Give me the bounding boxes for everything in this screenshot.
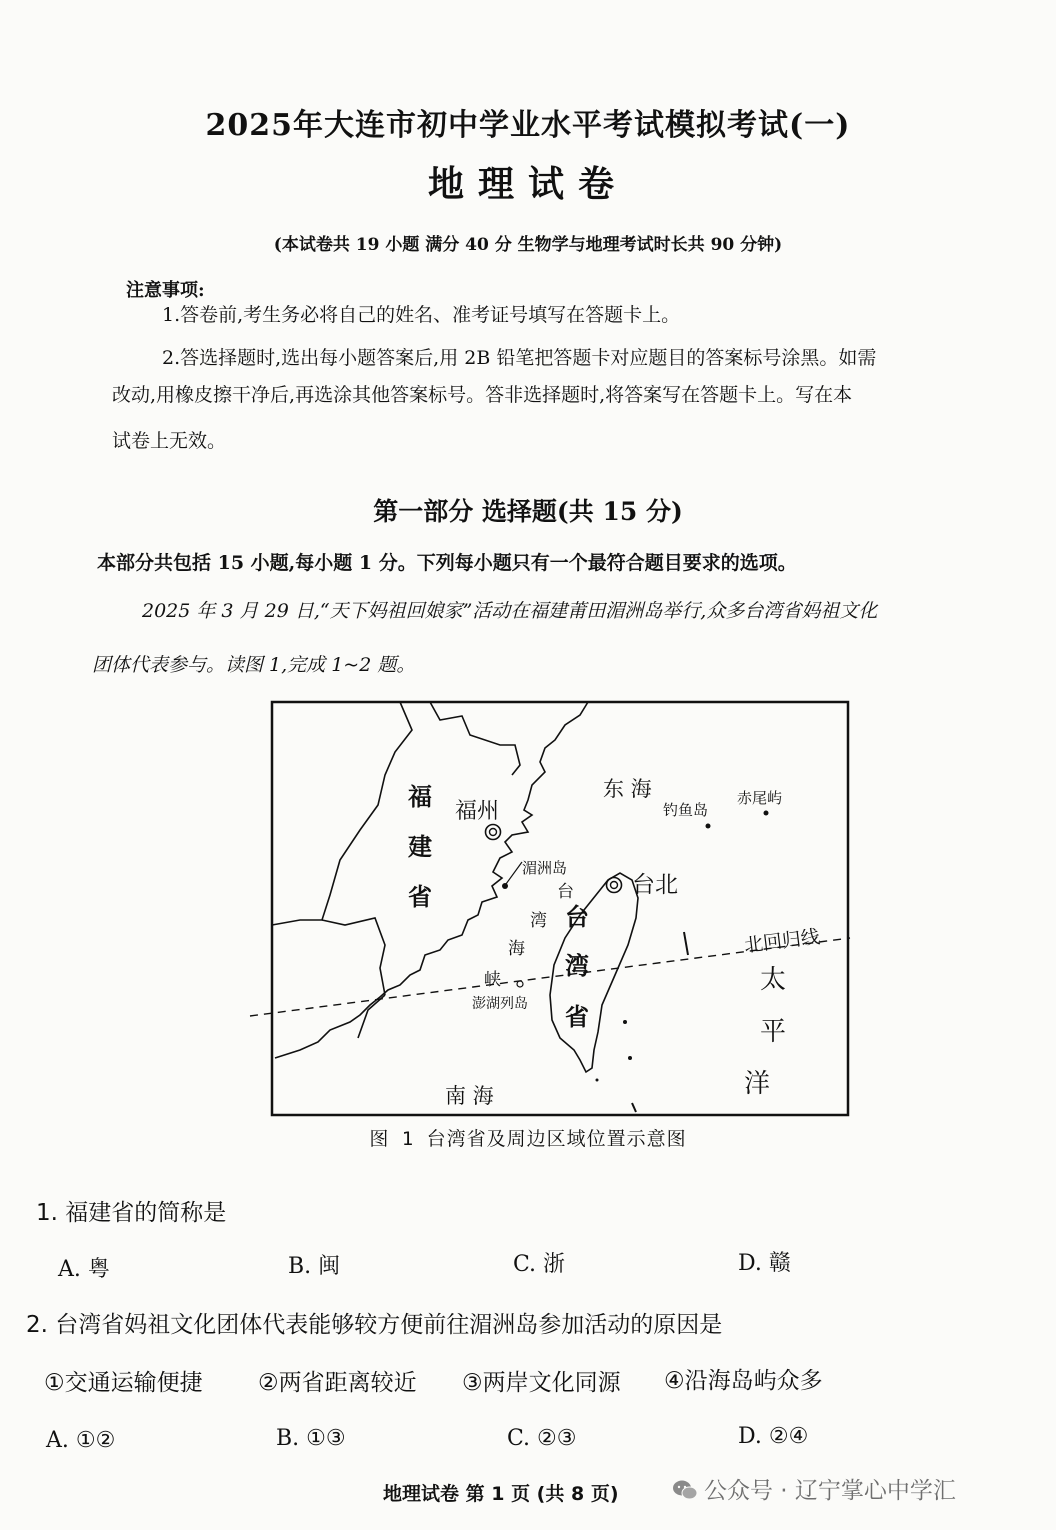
label-east-china-sea: 东 海 bbox=[603, 777, 652, 801]
label-south-china-sea: 南 海 bbox=[445, 1084, 494, 1108]
label-taipei: 台北 bbox=[632, 872, 678, 898]
figure-caption: 图 1 台湾省及周边区域位置示意图 bbox=[369, 1128, 687, 1150]
label-tropic-of-cancer: 北回归线 bbox=[742, 925, 822, 957]
label-penghu: 澎湖列岛 bbox=[472, 996, 528, 1012]
subject-title: 地理试卷 bbox=[427, 164, 628, 205]
question-2-option-a[interactable]: A. ①② bbox=[46, 1428, 116, 1453]
watermark bbox=[672, 1472, 956, 1505]
fuzhou-city-icon bbox=[486, 825, 501, 840]
label-pacific-3: 洋 bbox=[744, 1069, 771, 1099]
notice-item-2-line-3: 试卷上无效。 bbox=[112, 430, 227, 452]
taiwan-island bbox=[550, 873, 638, 1072]
yonaguni-island bbox=[684, 932, 688, 955]
label-diaoyu: 钓鱼岛 bbox=[663, 801, 709, 819]
label-taiwan-2: 湾 bbox=[565, 952, 589, 980]
south-islet bbox=[632, 1103, 636, 1112]
question-1-option-d[interactable]: D. 赣 bbox=[738, 1251, 791, 1276]
label-strait-4: 峡 bbox=[484, 970, 501, 990]
exam-info: (本试卷共 19 小题 满分 40 分 生物学与地理考试时长共 90 分钟) bbox=[273, 235, 783, 255]
southern-islet-dot bbox=[596, 1079, 599, 1082]
label-fujian-2: 建 bbox=[408, 833, 432, 861]
label-pacific-1: 太 bbox=[760, 965, 787, 995]
section-title: 第一部分 选择题(共 15 分) bbox=[373, 497, 683, 526]
notice-item-2-line-2: 改动,用橡皮擦干净后,再选涂其他答案标号。答非选择题时,将答案写在答题卡上。写在本 bbox=[112, 384, 853, 406]
page-footer: 地理试卷 第 1 页 (共 8 页) bbox=[383, 1483, 619, 1505]
label-meizhou: 湄洲岛 bbox=[522, 859, 568, 877]
question-2-option-d[interactable]: D. ②④ bbox=[738, 1424, 809, 1449]
passage-line-2: 团体代表参与。读图 1,完成 1~2 题。 bbox=[92, 654, 416, 676]
question-1-option-c[interactable]: C. 浙 bbox=[513, 1252, 566, 1277]
question-2-stem: 2. 台湾省妈祖文化团体代表能够较方便前往湄洲岛参加活动的原因是 bbox=[26, 1312, 723, 1338]
watermark-text: 公众号 · 辽宁掌心中学汇 bbox=[704, 1478, 956, 1504]
label-pacific-2: 平 bbox=[760, 1017, 787, 1047]
jiangxi-guangdong-border bbox=[322, 918, 385, 995]
label-fuzhou: 福州 bbox=[455, 799, 500, 824]
chiwei-islet-dot bbox=[764, 811, 769, 816]
diaoyu-island-dot bbox=[706, 824, 711, 829]
question-2-statement-4: ④沿海岛屿众多 bbox=[664, 1368, 823, 1394]
notice-item-1: 1.答卷前,考生务必将自己的姓名、准考证号填写在答题卡上。 bbox=[162, 304, 681, 326]
exam-title: 2025年大连市初中学业水平考试模拟考试(一) bbox=[205, 108, 851, 143]
label-strait-3: 海 bbox=[508, 939, 525, 959]
zhejiang-jiangxi-border bbox=[272, 702, 412, 925]
label-taiwan-3: 省 bbox=[565, 1003, 589, 1031]
label-chiwei: 赤尾屿 bbox=[737, 789, 783, 807]
question-1-option-b[interactable]: B. 闽 bbox=[288, 1254, 341, 1279]
mainland-coastline bbox=[275, 702, 588, 1058]
question-2-option-c[interactable]: C. ②③ bbox=[507, 1426, 577, 1451]
meizhou-leader-line bbox=[506, 862, 522, 884]
penghu-islands-dot bbox=[517, 981, 523, 987]
wechat-icon bbox=[672, 1479, 698, 1501]
passage-line-1: 2025 年 3 月 29 日,“天下妈祖回娘家”活动在福建莆田湄洲岛举行,众多台湾省妈祖文化 bbox=[142, 600, 878, 622]
label-fujian-1: 福 bbox=[408, 783, 432, 811]
notice-item-2-line-1: 2.答选择题时,选出每小题答案后,用 2B 铅笔把答题卡对应题目的答案标号涂黑。如需 bbox=[162, 347, 877, 369]
green-island-dot bbox=[623, 1020, 627, 1024]
orchid-island-dot bbox=[628, 1056, 632, 1060]
fujian-zhejiang-border bbox=[430, 702, 520, 775]
question-2-statement-2: ②两省距离较近 bbox=[258, 1370, 417, 1396]
notice-heading: 注意事项: bbox=[126, 280, 205, 301]
map-frame bbox=[272, 702, 848, 1115]
question-2-statement-3: ③两岸文化同源 bbox=[462, 1370, 621, 1396]
question-2-option-b[interactable]: B. ①③ bbox=[276, 1426, 346, 1451]
section-intro: 本部分共包括 15 小题,每小题 1 分。下列每小题只有一个最符合题目要求的选项。 bbox=[97, 552, 797, 574]
meizhou-island-dot bbox=[502, 883, 508, 889]
question-2-statement-1: ①交通运输便捷 bbox=[44, 1370, 203, 1396]
label-fujian-3: 省 bbox=[408, 883, 432, 911]
question-1-stem: 1. 福建省的简称是 bbox=[36, 1200, 227, 1226]
taipei-city-icon bbox=[607, 878, 622, 893]
label-taiwan-1: 台 bbox=[565, 903, 589, 931]
label-strait-2: 湾 bbox=[530, 911, 547, 931]
question-1-option-a[interactable]: A. 粤 bbox=[58, 1257, 110, 1282]
label-strait-1: 台 bbox=[557, 882, 574, 902]
